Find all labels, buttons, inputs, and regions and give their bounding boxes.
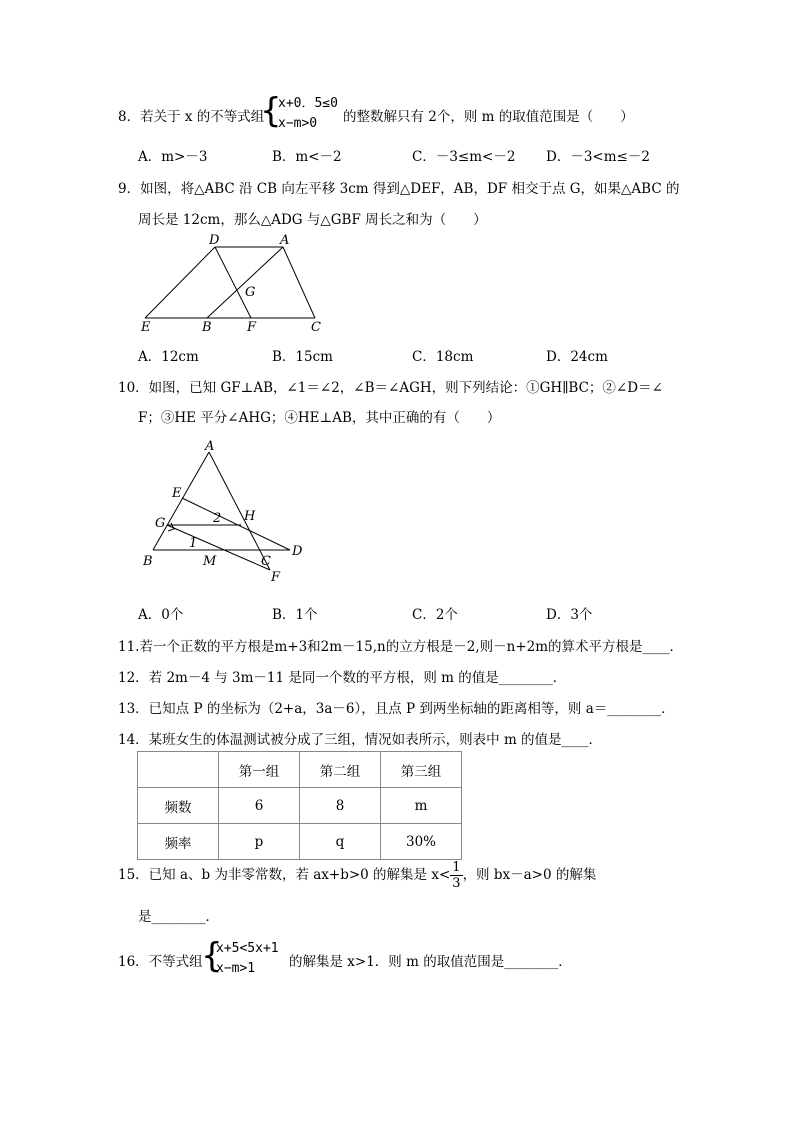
q10-option-c[interactable]: C．2个 — [412, 607, 458, 623]
table-header-cell: 第一组 — [219, 752, 300, 788]
table-row — [138, 788, 462, 824]
q10-label-b: B — [143, 554, 153, 569]
table-cell: p — [219, 824, 300, 860]
q14-table — [137, 751, 462, 860]
q10-option-a[interactable]: A．0个 — [138, 607, 184, 623]
q10-line1: 10．如图，已知 GF⊥AB，∠1＝∠2，∠B＝∠AGH，则下列结论：①GH∥BC；②∠D＝∠ — [118, 380, 663, 396]
q10-label-2: 2 — [213, 511, 222, 526]
q9-line1: 9．如图，将△ABC 沿 CB 向左平移 3cm 得到△DEF，AB，DF 相交于点 G，如果△ABC 的 — [118, 181, 680, 197]
q16-system-line2: x−m>1 — [216, 961, 256, 976]
q10-seg-gf — [167, 525, 270, 570]
q10-label-g: G — [155, 516, 166, 531]
q9-line2: 周长是 12cm，那么△ADG 与△GBF 周长之和为（ ） — [138, 212, 487, 228]
q8-brace: { — [260, 91, 282, 131]
q9-option-a[interactable]: A．12cm — [138, 349, 199, 365]
table-header-cell: 第二组 — [300, 752, 381, 788]
q8-prefix: 8．若关于 x 的不等式组 — [118, 109, 265, 125]
q9-label-f: F — [247, 320, 257, 335]
q16-brace: { — [201, 936, 223, 976]
q8-system-line2: x−m>0 — [278, 116, 318, 131]
q15-line1 — [118, 860, 596, 891]
table-header-row — [138, 752, 462, 788]
q16-suffix: 的解集是 x>1．则 m 的取值范围是________． — [289, 954, 572, 970]
table-cell: 频数 — [138, 788, 219, 824]
q8-option-a[interactable]: A．m>－3 — [138, 149, 208, 165]
q10-option-d[interactable]: D．3个 — [546, 607, 593, 623]
q9-figure — [135, 230, 345, 335]
q16-system — [216, 939, 279, 979]
q10-label-m: M — [203, 554, 217, 569]
q10-option-b[interactable]: B．1个 — [272, 607, 318, 623]
q9-seg-ab — [207, 247, 283, 318]
q9-option-c[interactable]: C．18cm — [412, 349, 474, 365]
q10-label-1: 1 — [189, 536, 198, 551]
table-cell: 6 — [219, 788, 300, 824]
table-row — [138, 824, 462, 860]
q15-part2: ，则 bx－a>0 的解集 — [462, 867, 597, 883]
q16-prefix: 16．不等式组 — [118, 954, 203, 970]
q10-line2: F；③HE 平分∠AHG；④HE⊥AB，其中正确的有（ ） — [138, 410, 501, 426]
q11-text: 11.若一个正数的平方根是m+3和2m－15,n的立方根是－2,则－n+2m的算术平方根是____． — [118, 639, 684, 655]
q12-text: 12．若 2m－4 与 3m－11 是同一个数的平方根，则 m 的值是________． — [118, 670, 567, 686]
q8-system — [278, 94, 338, 134]
q8-suffix: 的整数解只有 2个，则 m 的取值范围是（ ） — [343, 109, 634, 125]
q10-seg-ab — [153, 452, 209, 550]
q15-fraction — [450, 860, 462, 891]
q8-option-b[interactable]: B．m<－2 — [272, 149, 342, 165]
q10-label-h: H — [244, 509, 256, 524]
q8-system-line1: x+0．5≤0 — [278, 96, 338, 111]
q15-fraction-numerator: 1 — [452, 860, 461, 875]
q9-label-a: A — [280, 233, 290, 248]
table-header-cell: 第三组 — [381, 752, 462, 788]
q9-label-b: B — [202, 320, 212, 335]
table-cell: m — [381, 788, 462, 824]
q15-line2: 是________． — [138, 909, 219, 925]
q14-text: 14．某班女生的体温测试被分成了三组，情况如表所示，则表中 m 的值是____． — [118, 732, 603, 748]
q9-label-c: C — [311, 320, 321, 335]
table-cell: 8 — [300, 788, 381, 824]
q10-label-a: A — [205, 439, 215, 454]
q10-label-e: E — [172, 486, 182, 501]
q13-text: 13．已知点 P 的坐标为（2+a，3a－6），且点 P 到两坐标轴的距离相等，则 a＝________． — [118, 701, 675, 717]
q10-label-f: F — [271, 570, 281, 585]
table-cell: q — [300, 824, 381, 860]
q9-label-e: E — [141, 320, 151, 335]
q10-label-d: D — [292, 544, 303, 559]
table-cell: 频率 — [138, 824, 219, 860]
q15-part1: 15．已知 a、b 为非零常数，若 ax+b>0 的解集是 x< — [118, 867, 451, 883]
q9-label-d: D — [209, 233, 220, 248]
q8-option-c[interactable]: C．－3≤m<－2 — [412, 149, 516, 165]
q15-fraction-denominator: 3 — [452, 876, 461, 891]
q9-label-g: G — [245, 285, 256, 300]
table-cell: 30% — [381, 824, 462, 860]
q10-figure — [135, 437, 320, 587]
q9-option-d[interactable]: D．24cm — [546, 349, 608, 365]
q10-label-c: C — [261, 554, 271, 569]
q9-option-b[interactable]: B．15cm — [272, 349, 333, 365]
table-header-cell — [138, 752, 219, 788]
q9-seg-ed — [145, 247, 215, 318]
q16-system-line1: x+5<5x+1 — [216, 941, 279, 956]
q10-seg-eh-d — [182, 498, 290, 550]
q9-seg-ac — [283, 247, 315, 318]
q8-option-d[interactable]: D．－3<m≤－2 — [546, 149, 650, 165]
